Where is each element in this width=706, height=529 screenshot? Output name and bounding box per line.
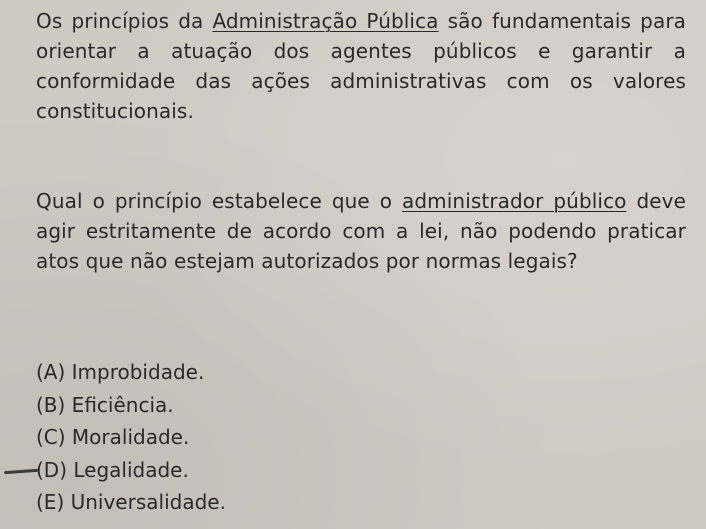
intro-paragraph [36, 6, 686, 126]
intro-underlined-term: Administração Pública [212, 9, 439, 33]
question-text-start: Qual o princípio estabelece que o [36, 189, 403, 213]
answer-options [36, 356, 676, 519]
option-c[interactable]: (C) Moralidade. [36, 425, 190, 449]
option-e[interactable]: (E) Universalidade. [36, 490, 226, 514]
question-paragraph [36, 186, 686, 276]
option-d[interactable]: (D) Legalidade. [36, 457, 189, 482]
question-text-end: deve agir estritamente de acordo com a lei, não podendo praticar atos que não estejam autorizados por normas legais? [36, 189, 686, 273]
option-a[interactable]: (A) Improbidade. [36, 360, 205, 384]
pen-mark [4, 469, 38, 474]
option-b[interactable]: (B) Eficiência. [36, 392, 174, 417]
intro-text-end: são fundamentais para orientar a atuação dos agentes públicos e garantir a conformidade das ações administrativas com os valores constitucionais. [36, 9, 686, 123]
intro-text-start: Os princípios da [36, 9, 213, 33]
question-underlined-term: administrador público [402, 189, 627, 213]
